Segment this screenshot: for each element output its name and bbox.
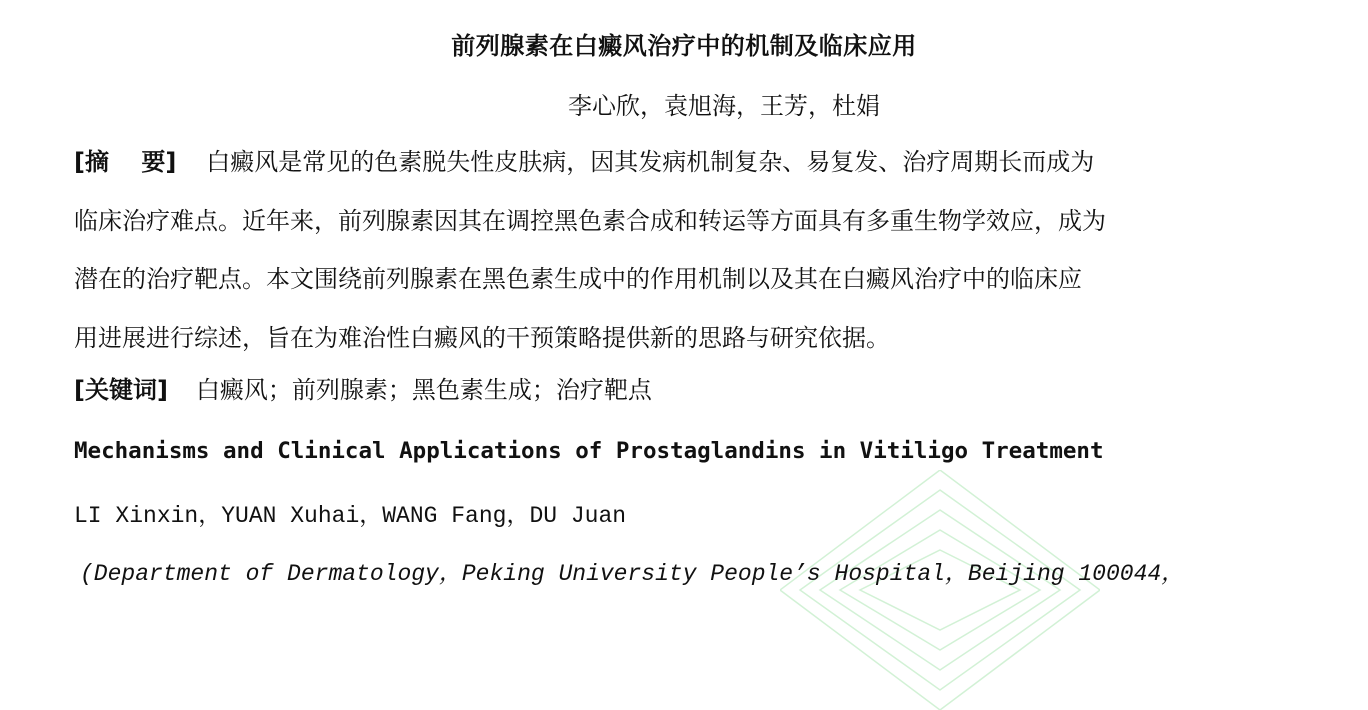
keywords-text: 白癜风；前列腺素；黑色素生成；治疗靶点	[195, 376, 652, 404]
author-list-en: LI Xinxin，YUAN Xuhai，WANG Fang，DU Juan	[74, 503, 627, 529]
abstract-line	[74, 136, 1294, 195]
abstract-line: 临床治疗难点。近年来，前列腺素因其在调控黑色素合成和转运等方面具有多重生物学效应，成为	[74, 206, 1106, 235]
author-list-cn: 李心欣，袁旭海，王芳，杜娟	[568, 92, 880, 120]
keywords-label: [关键词]	[74, 376, 168, 404]
abstract-line: 用进展进行综述，旨在为难治性白癜风的干预策略提供新的思路与研究依据。	[74, 323, 890, 352]
affiliation-en: (Department of Dermatology，Peking University People’s Hospital，Beijing 100044，	[80, 561, 1185, 587]
watermark-logo	[780, 470, 1100, 710]
abstract-label: [摘 要]	[74, 148, 177, 176]
paper-title-en: Mechanisms and Clinical Applications of Prostaglandins in Vitiligo Treatment	[74, 438, 1104, 464]
abstract-line: 潜在的治疗靶点。本文围绕前列腺素在黑色素生成中的作用机制以及其在白癜风治疗中的临床应	[74, 265, 1082, 294]
paper-title-cn: 前列腺素在白癜风治疗中的机制及临床应用	[451, 32, 917, 60]
abstract-text: 白癜风是常见的色素脱失性皮肤病，因其发病机制复杂、易复发、治疗周期长而成为	[206, 148, 1095, 176]
abstract-section	[74, 136, 1294, 370]
keywords-section	[74, 370, 652, 405]
